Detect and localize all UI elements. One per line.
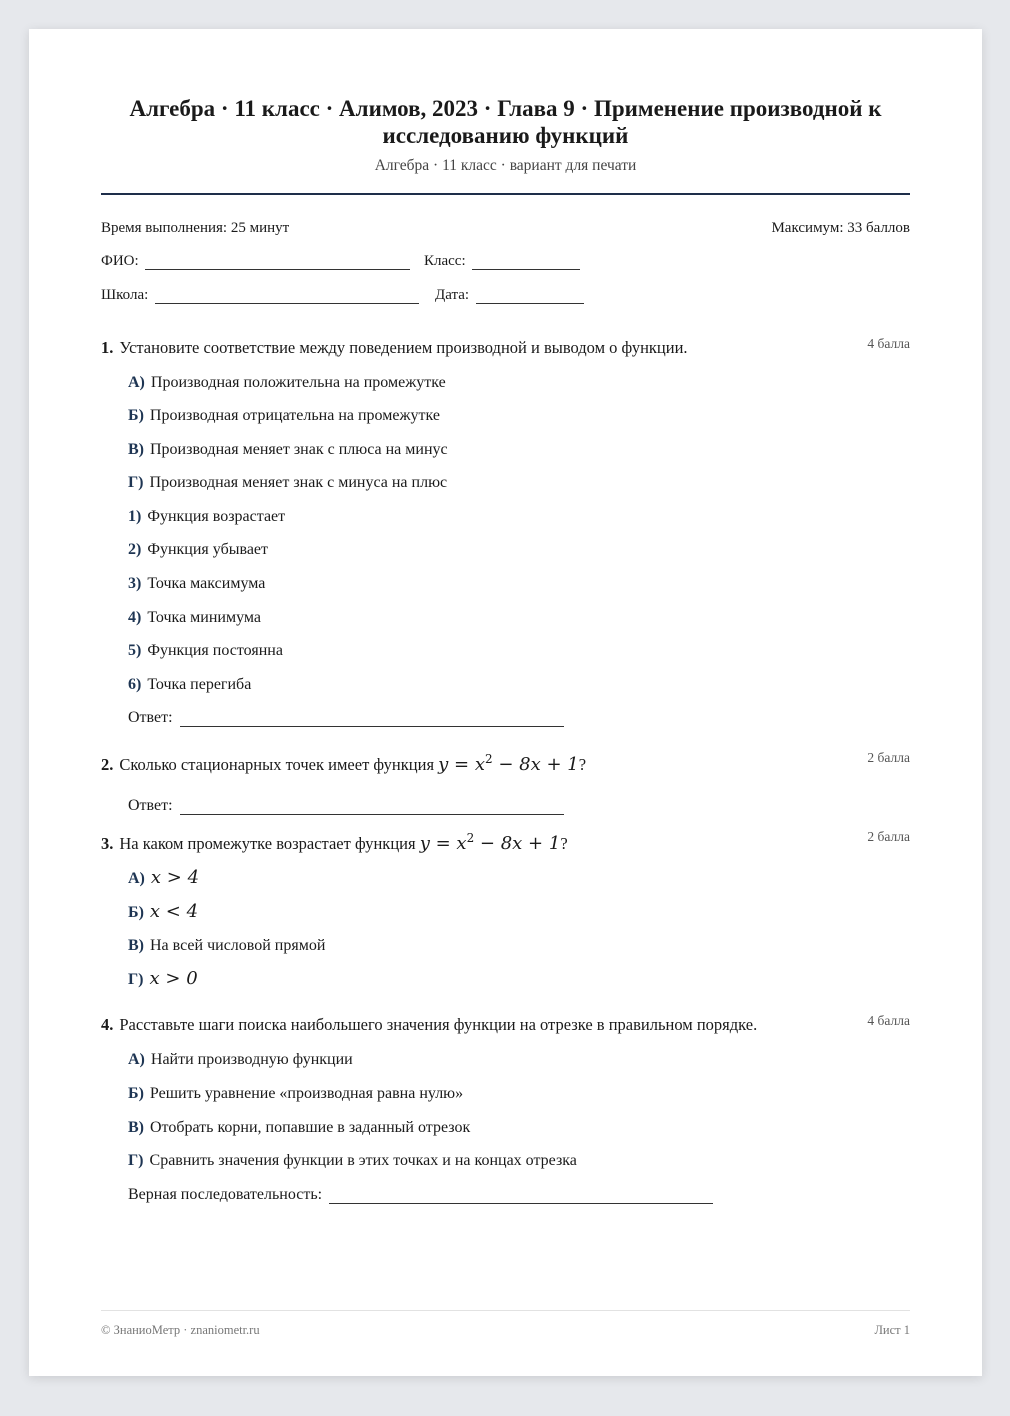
- option-label: Б): [128, 407, 144, 424]
- meta-row: [101, 220, 910, 237]
- question-1-header: [101, 338, 910, 358]
- question-points: 2 балла: [867, 750, 910, 765]
- option-3: [128, 575, 265, 593]
- class-input-line[interactable]: [472, 255, 580, 270]
- option-a: [128, 374, 446, 392]
- option-text: Функция убывает: [147, 541, 269, 558]
- question-2-header: [101, 752, 910, 775]
- option-label: 4): [128, 609, 142, 626]
- answer-input-line[interactable]: [329, 1189, 713, 1204]
- question-tail: ?: [560, 834, 568, 853]
- option-text: Функция возрастает: [147, 508, 286, 525]
- fio-input-line[interactable]: [145, 255, 410, 270]
- option-label: Г): [128, 1152, 144, 1169]
- option-b: [128, 901, 198, 922]
- formula: [438, 754, 579, 775]
- fio-label: ФИО:: [101, 253, 139, 269]
- question-number: 4.: [101, 1015, 114, 1034]
- option-v: [128, 441, 448, 459]
- option-text: Найти производную функции: [150, 1051, 353, 1068]
- option-label: Г): [128, 971, 144, 988]
- option-text: Производная меняет знак с плюса на минус: [150, 441, 448, 458]
- option-b: [128, 1085, 463, 1103]
- footer: [101, 1323, 910, 1338]
- option-text: Точка максимума: [147, 575, 266, 592]
- option-text: x > 4: [150, 867, 200, 888]
- footer-copyright: © ЗнаниоМетр · znaniometr.ru: [101, 1323, 260, 1337]
- question-4: [101, 1013, 910, 1203]
- header-divider: [101, 193, 910, 195]
- option-label: А): [128, 1051, 145, 1068]
- option-label: Б): [128, 904, 144, 921]
- option-g: [128, 968, 198, 989]
- option-a: [128, 867, 199, 888]
- option-4: [128, 609, 261, 627]
- option-label: 6): [128, 676, 142, 693]
- option-b: [128, 407, 440, 425]
- option-text: Точка перегиба: [147, 676, 252, 693]
- question-3-header: [101, 831, 910, 854]
- option-text: Отобрать корни, попавшие в заданный отрезок: [150, 1119, 471, 1136]
- question-1: [101, 336, 910, 726]
- option-label: А): [128, 870, 145, 887]
- class-field: [424, 253, 580, 270]
- question-points: 4 балла: [867, 1013, 910, 1028]
- option-text: Производная меняет знак с минуса на плюс: [149, 474, 448, 491]
- question-number: 1.: [101, 338, 114, 357]
- option-g: [128, 474, 447, 492]
- formula-exponent: 2: [466, 831, 475, 845]
- formula: [420, 833, 561, 854]
- answer-input-line[interactable]: [180, 800, 564, 815]
- time-limit: Время выполнения: 25 минут: [101, 220, 290, 236]
- option-a: [128, 1051, 353, 1069]
- option-label: В): [128, 1119, 144, 1136]
- formula-exponent: 2: [485, 752, 493, 766]
- option-label: В): [128, 441, 144, 458]
- option-label: В): [128, 937, 144, 954]
- footer-divider: [101, 1310, 910, 1311]
- option-text: Решить уравнение «производная равна нулю»: [149, 1085, 464, 1102]
- option-1: [128, 508, 285, 526]
- option-5: [128, 642, 283, 660]
- option-text: x > 0: [149, 968, 198, 989]
- question-points: 4 балла: [867, 336, 910, 351]
- option-label: 1): [128, 508, 142, 525]
- date-input-line[interactable]: [476, 289, 584, 304]
- option-text: Производная положительна на промежутке: [150, 374, 446, 391]
- question-text: На каком промежутке возрастает функция: [119, 834, 416, 853]
- answer-field: [128, 797, 564, 815]
- option-label: Г): [128, 474, 144, 491]
- page-subtitle: Алгебра · 11 класс · вариант для печати: [374, 157, 637, 174]
- school-label: Школа:: [101, 287, 149, 303]
- option-v: [128, 937, 325, 955]
- date-field: [435, 287, 584, 304]
- page-title: Алгебра · 11 класс · Алимов, 2023 · Глава 9 · Применение производной к исследованию функций: [129, 96, 882, 148]
- answer-field: [128, 709, 564, 727]
- question-3: [101, 829, 910, 989]
- question-number: 2.: [101, 755, 114, 774]
- option-label: А): [128, 374, 145, 391]
- option-g: [128, 1152, 577, 1170]
- answer-label: Ответ:: [128, 709, 173, 726]
- question-4-header: [101, 1015, 910, 1035]
- option-label: 2): [128, 541, 142, 558]
- question-tail: ?: [578, 755, 587, 774]
- option-text: Сравнить значения функции в этих точках и на концах отрезка: [149, 1152, 577, 1169]
- question-text: Установите соответствие между поведением производной и выводом о функции.: [119, 338, 688, 357]
- option-text: На всей числовой прямой: [150, 937, 326, 954]
- option-label: 3): [128, 575, 142, 592]
- option-6: [128, 676, 251, 694]
- answer-label: Верная последовательность:: [128, 1186, 323, 1203]
- class-label: Класс:: [424, 253, 466, 269]
- school-field: [101, 287, 419, 304]
- worksheet-page: [29, 29, 982, 1376]
- question-text: Расставьте шаги поиска наибольшего значения функции на отрезке в правильном порядке.: [119, 1015, 758, 1034]
- option-text: Производная отрицательна на промежутке: [149, 407, 440, 424]
- option-v: [128, 1119, 470, 1137]
- answer-field: [128, 1186, 713, 1204]
- formula-part: y = x: [419, 833, 467, 854]
- school-input-line[interactable]: [155, 289, 419, 304]
- option-label: Б): [128, 1085, 144, 1102]
- date-label: Дата:: [435, 287, 470, 303]
- question-number: 3.: [101, 834, 114, 853]
- formula-part: y = x: [438, 754, 486, 775]
- answer-label: Ответ:: [128, 797, 173, 814]
- fio-field: [101, 253, 410, 270]
- answer-input-line[interactable]: [180, 712, 564, 727]
- option-text: Функция постоянна: [147, 642, 283, 659]
- page-number: Лист 1: [874, 1323, 910, 1337]
- question-2: [101, 750, 910, 814]
- max-score: Максимум: 33 баллов: [771, 220, 910, 236]
- option-label: 5): [128, 642, 142, 659]
- question-text: Сколько стационарных точек имеет функция: [119, 755, 435, 774]
- option-2: [128, 541, 268, 559]
- formula-part: − 8x + 1: [492, 754, 579, 775]
- formula-part: − 8x + 1: [474, 833, 561, 854]
- option-text: Точка минимума: [147, 609, 262, 626]
- question-points: 2 балла: [867, 829, 910, 844]
- option-text: x < 4: [149, 901, 199, 922]
